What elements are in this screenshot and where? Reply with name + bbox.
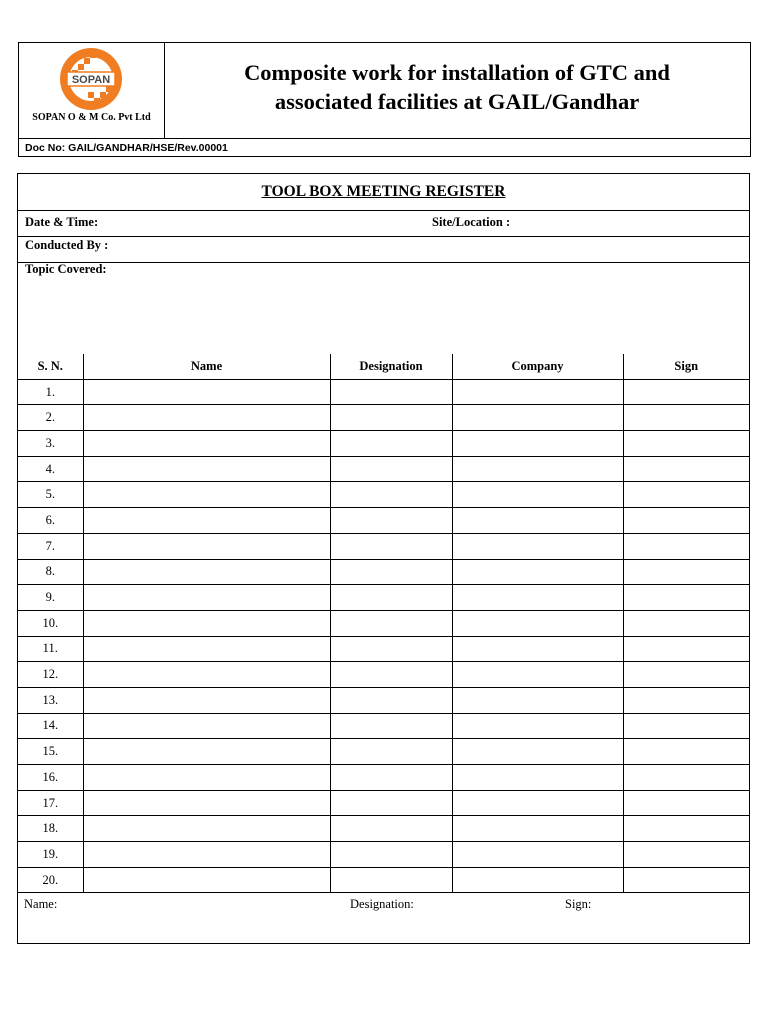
serial-number-cell: 12.: [18, 662, 83, 688]
sign-cell[interactable]: [623, 405, 749, 431]
name-cell[interactable]: [83, 790, 330, 816]
company-cell[interactable]: [452, 713, 623, 739]
designation-cell[interactable]: [330, 508, 452, 534]
designation-cell[interactable]: [330, 431, 452, 457]
name-cell[interactable]: [83, 662, 330, 688]
serial-number-cell: 9.: [18, 585, 83, 611]
serial-number-cell: 7.: [18, 533, 83, 559]
doc-number: Doc No: GAIL/GANDHAR/HSE/Rev.00001: [19, 138, 750, 156]
meeting-register: [17, 173, 750, 944]
designation-cell[interactable]: [330, 559, 452, 585]
table-row: [18, 662, 749, 688]
designation-cell[interactable]: [330, 482, 452, 508]
sign-cell[interactable]: [623, 508, 749, 534]
company-cell[interactable]: [452, 842, 623, 868]
column-header-sign: Sign: [623, 354, 749, 379]
footer-sign-label: Sign:: [565, 897, 592, 911]
designation-cell[interactable]: [330, 379, 452, 405]
table-row: [18, 636, 749, 662]
company-cell[interactable]: [452, 687, 623, 713]
name-cell[interactable]: [83, 585, 330, 611]
sign-cell[interactable]: [623, 713, 749, 739]
sign-cell[interactable]: [623, 610, 749, 636]
name-cell[interactable]: [83, 816, 330, 842]
table-row: [18, 739, 749, 765]
designation-cell[interactable]: [330, 456, 452, 482]
table-row: [18, 456, 749, 482]
footer-designation-label: Designation:: [350, 897, 414, 911]
designation-cell[interactable]: [330, 816, 452, 842]
serial-number-cell: 2.: [18, 405, 83, 431]
table-row: [18, 765, 749, 791]
serial-number-cell: 4.: [18, 456, 83, 482]
designation-cell[interactable]: [330, 610, 452, 636]
sign-cell[interactable]: [623, 533, 749, 559]
topic-covered-label: Topic Covered:: [25, 262, 107, 276]
company-cell[interactable]: [452, 508, 623, 534]
attendance-table: [18, 354, 749, 893]
company-name: SOPAN O & M Co. Pvt Ltd: [32, 112, 151, 123]
company-cell[interactable]: [452, 431, 623, 457]
company-cell[interactable]: [452, 816, 623, 842]
sign-cell[interactable]: [623, 842, 749, 868]
name-cell[interactable]: [83, 842, 330, 868]
table-row: [18, 533, 749, 559]
logo-cell: [19, 43, 165, 138]
company-cell[interactable]: [452, 405, 623, 431]
column-header-company: Company: [452, 354, 623, 379]
serial-number-cell: 19.: [18, 842, 83, 868]
register-title: TOOL BOX MEETING REGISTER: [261, 183, 506, 200]
serial-number-cell: 16.: [18, 765, 83, 791]
conducted-by-label: Conducted By :: [25, 238, 109, 252]
date-time-label: Date & Time:: [25, 215, 99, 229]
serial-number-cell: 20.: [18, 867, 83, 893]
name-cell[interactable]: [83, 559, 330, 585]
sopan-logo: [58, 46, 124, 112]
table-row: [18, 610, 749, 636]
name-cell[interactable]: [83, 687, 330, 713]
table-row: [18, 379, 749, 405]
name-cell[interactable]: [83, 431, 330, 457]
sign-cell[interactable]: [623, 585, 749, 611]
table-row: [18, 559, 749, 585]
sign-cell[interactable]: [623, 687, 749, 713]
company-cell[interactable]: [452, 559, 623, 585]
column-header-name: Name: [83, 354, 330, 379]
table-row: [18, 482, 749, 508]
serial-number-cell: 8.: [18, 559, 83, 585]
table-row: [18, 816, 749, 842]
table-row: [18, 405, 749, 431]
name-cell[interactable]: [83, 508, 330, 534]
divider: [18, 210, 749, 211]
name-cell[interactable]: [83, 867, 330, 893]
name-cell[interactable]: [83, 636, 330, 662]
company-cell[interactable]: [452, 765, 623, 791]
company-cell[interactable]: [452, 585, 623, 611]
designation-cell[interactable]: [330, 713, 452, 739]
designation-cell[interactable]: [330, 867, 452, 893]
designation-cell[interactable]: [330, 687, 452, 713]
table-row: [18, 585, 749, 611]
sign-cell[interactable]: [623, 790, 749, 816]
table-row: [18, 713, 749, 739]
designation-cell[interactable]: [330, 636, 452, 662]
name-cell[interactable]: [83, 405, 330, 431]
company-cell[interactable]: [452, 456, 623, 482]
table-row: [18, 431, 749, 457]
sign-cell[interactable]: [623, 456, 749, 482]
sign-cell[interactable]: [623, 765, 749, 791]
sign-cell[interactable]: [623, 662, 749, 688]
name-cell[interactable]: [83, 713, 330, 739]
serial-number-cell: 11.: [18, 636, 83, 662]
sign-cell[interactable]: [623, 431, 749, 457]
serial-number-cell: 14.: [18, 713, 83, 739]
name-cell[interactable]: [83, 482, 330, 508]
serial-number-cell: 3.: [18, 431, 83, 457]
sign-cell[interactable]: [623, 816, 749, 842]
name-cell[interactable]: [83, 765, 330, 791]
table-header-row: [18, 354, 749, 379]
company-cell[interactable]: [452, 610, 623, 636]
serial-number-cell: 1.: [18, 379, 83, 405]
name-cell[interactable]: [83, 379, 330, 405]
company-cell[interactable]: [452, 662, 623, 688]
site-location-label: Site/Location :: [432, 215, 511, 229]
company-cell[interactable]: [452, 636, 623, 662]
designation-cell[interactable]: [330, 790, 452, 816]
table-row: [18, 790, 749, 816]
column-header-sn: S. N.: [18, 354, 83, 379]
document-header: [18, 42, 751, 157]
company-cell[interactable]: [452, 739, 623, 765]
footer-name-label: Name:: [24, 897, 58, 911]
table-row: [18, 867, 749, 893]
company-cell[interactable]: [452, 379, 623, 405]
name-cell[interactable]: [83, 533, 330, 559]
document-title: Composite work for installation of GTC and associated facilities at GAIL/Gandhar: [244, 59, 670, 114]
serial-number-cell: 5.: [18, 482, 83, 508]
logo-text: SOPAN: [71, 74, 111, 86]
company-cell[interactable]: [452, 533, 623, 559]
divider: [18, 236, 749, 237]
designation-cell[interactable]: [330, 842, 452, 868]
name-cell[interactable]: [83, 739, 330, 765]
company-cell[interactable]: [452, 867, 623, 893]
divider: [18, 262, 749, 263]
serial-number-cell: 15.: [18, 739, 83, 765]
sign-cell[interactable]: [623, 482, 749, 508]
table-row: [18, 687, 749, 713]
designation-cell[interactable]: [330, 585, 452, 611]
sign-cell[interactable]: [623, 636, 749, 662]
designation-cell[interactable]: [330, 533, 452, 559]
designation-cell[interactable]: [330, 765, 452, 791]
company-cell[interactable]: [452, 482, 623, 508]
table-row: [18, 508, 749, 534]
serial-number-cell: 6.: [18, 508, 83, 534]
sign-cell[interactable]: [623, 559, 749, 585]
serial-number-cell: 17.: [18, 790, 83, 816]
designation-cell[interactable]: [330, 405, 452, 431]
serial-number-cell: 13.: [18, 687, 83, 713]
sign-cell[interactable]: [623, 379, 749, 405]
serial-number-cell: 10.: [18, 610, 83, 636]
sign-cell[interactable]: [623, 739, 749, 765]
sign-cell[interactable]: [623, 867, 749, 893]
table-row: [18, 842, 749, 868]
name-cell[interactable]: [83, 456, 330, 482]
serial-number-cell: 18.: [18, 816, 83, 842]
column-header-designation: Designation: [330, 354, 452, 379]
company-cell[interactable]: [452, 790, 623, 816]
name-cell[interactable]: [83, 610, 330, 636]
designation-cell[interactable]: [330, 662, 452, 688]
designation-cell[interactable]: [330, 739, 452, 765]
